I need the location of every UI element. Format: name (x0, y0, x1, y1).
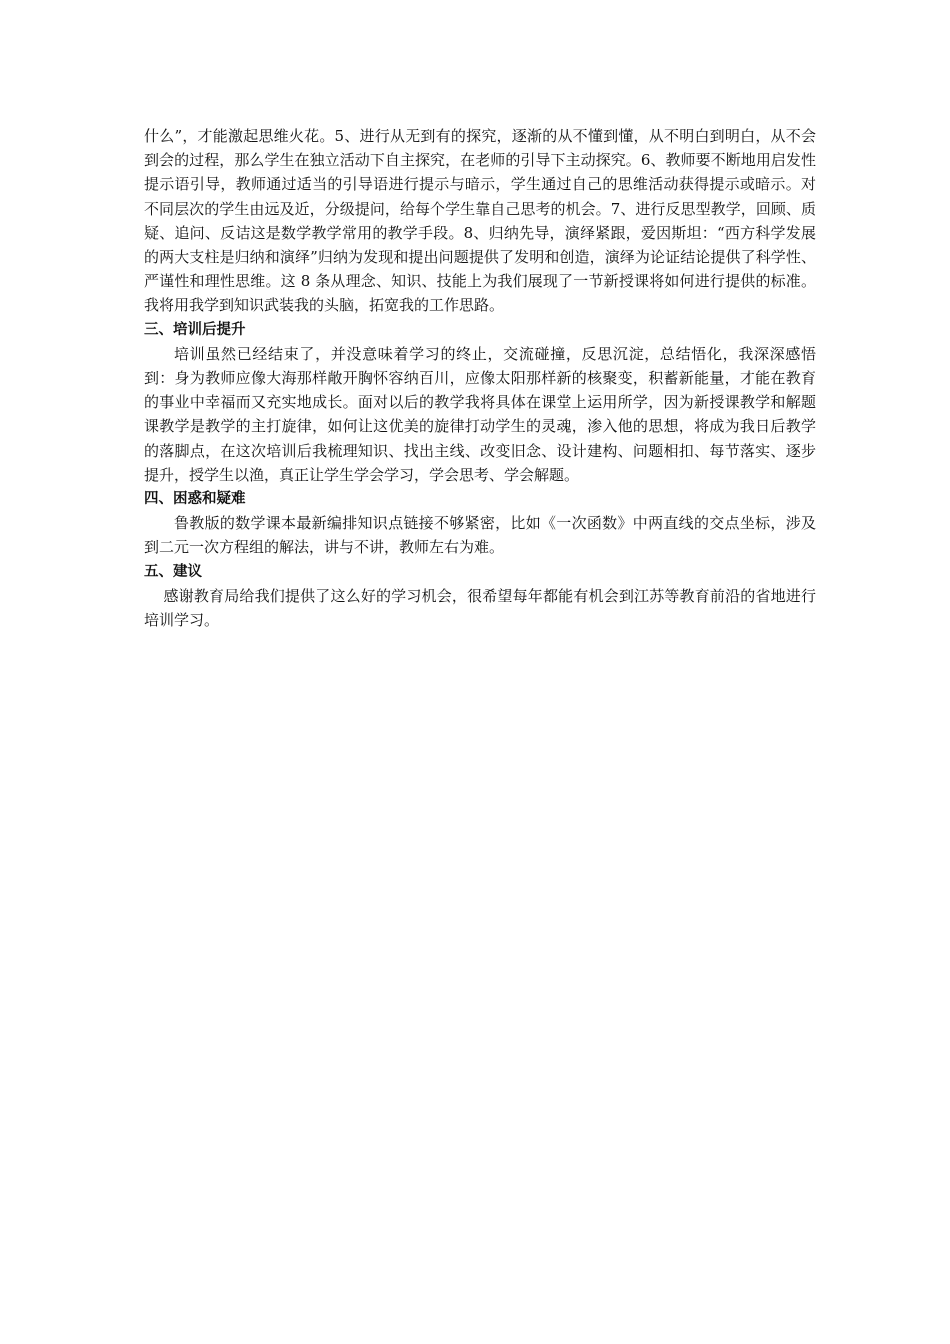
section-heading-training-improvement: 三、培训后提升 (144, 321, 246, 338)
section-heading-suggestion: 五、建议 (144, 563, 202, 580)
section-body-confusion: 鲁教版的数学课本最新编排知识点链接不够紧密，比如《一次函数》中两直线的交点坐标，涉及到二元一次方程组的解法，讲与不讲，教师左右为难。 (144, 514, 816, 557)
intro-paragraph: 什么”，才能激起思维火花。5、进行从无到有的探究，逐渐的从不懂到懂，从不明白到明白，从不会到会的过程，那么学生在独立活动下自主探究，在老师的引导下主动探究。6、教师要不断地用启发性提示语引导，教师通过适当的引导语进行提示与暗示，学生通过自己的思维活动获得提示或暗示。对不同层次的学生由远及近，分级提问，给每个学生靠自己思考的机会。7、进行反思型教学，回顾、质疑、追问、反诘这是数学教学常用的教学手段。8、归纳先导，演绎紧跟，爱因斯坦：“西方科学发展的两大支柱是归纳和演绎”归纳为发现和提出问题提供了发明和创造，演绎为论证结论提供了科学性、严谨性和理性思维。这 8 条从理念、知识、技能上为我们展现了一节新授课将如何进行提供的标准。我将用我学到知识武装我的头脑，拓宽我的工作思路。 (144, 127, 816, 315)
section-body-suggestion: 感谢教育局给我们提供了这么好的学习机会，很希望每年都能有机会到江苏等教育前沿的省地进行培训学习。 (144, 586, 816, 630)
section-body-training-improvement: 培训虽然已经结束了，并没意味着学习的终止，交流碰撞，反思沉淀，总结悟化，我深深感悟到：身为教师应像大海那样敞开胸怀容纳百川，应像太阳那样新的核聚变，积蓄新能量，才能在教育的事业中幸福而又充实地成长。面对以后的教学我将具体在课堂上运用所学，因为新授课教学和解题课教学是教学的主打旋律，如何让这优美的旋律打动学生的灵魂，渗入他的思想，将成为我日后教学的落脚点，在这次培训后我梳理知识、找出主线、改变旧念、设计建构、问题相扣、每节落实、逐步提升，授学生以渔，真正让学生学会学习，学会思考、学会解题。 (144, 344, 816, 484)
section-heading-confusion: 四、困惑和疑难 (144, 491, 246, 508)
document-page (144, 124, 816, 632)
